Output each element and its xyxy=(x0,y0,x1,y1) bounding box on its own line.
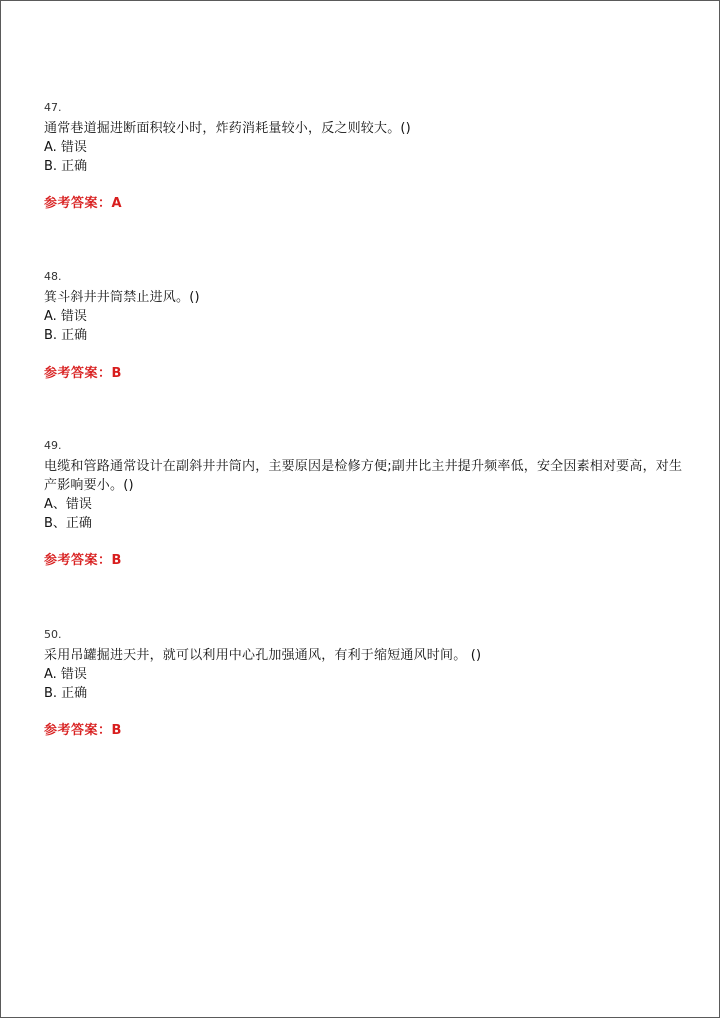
option-a: A、错误 xyxy=(44,497,92,512)
answer-50 xyxy=(44,722,121,740)
answer-value: B xyxy=(111,553,122,568)
question-stem: 通常巷道掘进断面积较小时，炸药消耗量较小，反之则较大。() xyxy=(44,121,411,136)
question-49 xyxy=(44,439,694,533)
question-47 xyxy=(44,101,694,176)
question-number: 49. xyxy=(44,439,62,452)
option-b: B、正确 xyxy=(44,516,92,531)
option-a: A. 错误 xyxy=(44,309,87,324)
answer-value: A xyxy=(111,196,122,211)
question-number: 47. xyxy=(44,101,62,114)
option-b: B. 正确 xyxy=(44,328,88,343)
option-b: B. 正确 xyxy=(44,686,88,701)
option-a: A. 错误 xyxy=(44,140,87,155)
answer-value: B xyxy=(111,366,122,381)
question-stem: 电缆和管路通常设计在副斜井井筒内，主要原因是检修方便;副井比主井提升频率低，安全因素相对要高，对生产影响要小。() xyxy=(44,459,683,493)
answer-47 xyxy=(44,195,122,213)
option-b: B. 正确 xyxy=(44,159,88,174)
answer-48 xyxy=(44,365,121,383)
question-number: 50. xyxy=(44,628,62,641)
answer-label: 参考答案： xyxy=(44,723,112,738)
option-a: A. 错误 xyxy=(44,667,87,682)
answer-49 xyxy=(44,552,121,570)
question-50 xyxy=(44,628,694,703)
answer-label: 参考答案： xyxy=(44,366,112,381)
question-48 xyxy=(44,270,694,345)
answer-label: 参考答案： xyxy=(44,553,112,568)
answer-value: B xyxy=(111,723,122,738)
question-number: 48. xyxy=(44,270,62,283)
answer-label: 参考答案： xyxy=(44,196,112,211)
question-stem: 采用吊罐掘进天井，就可以利用中心孔加强通风，有利于缩短通风时间。 () xyxy=(44,648,482,663)
question-stem: 箕斗斜井井筒禁止进风。() xyxy=(44,290,200,305)
